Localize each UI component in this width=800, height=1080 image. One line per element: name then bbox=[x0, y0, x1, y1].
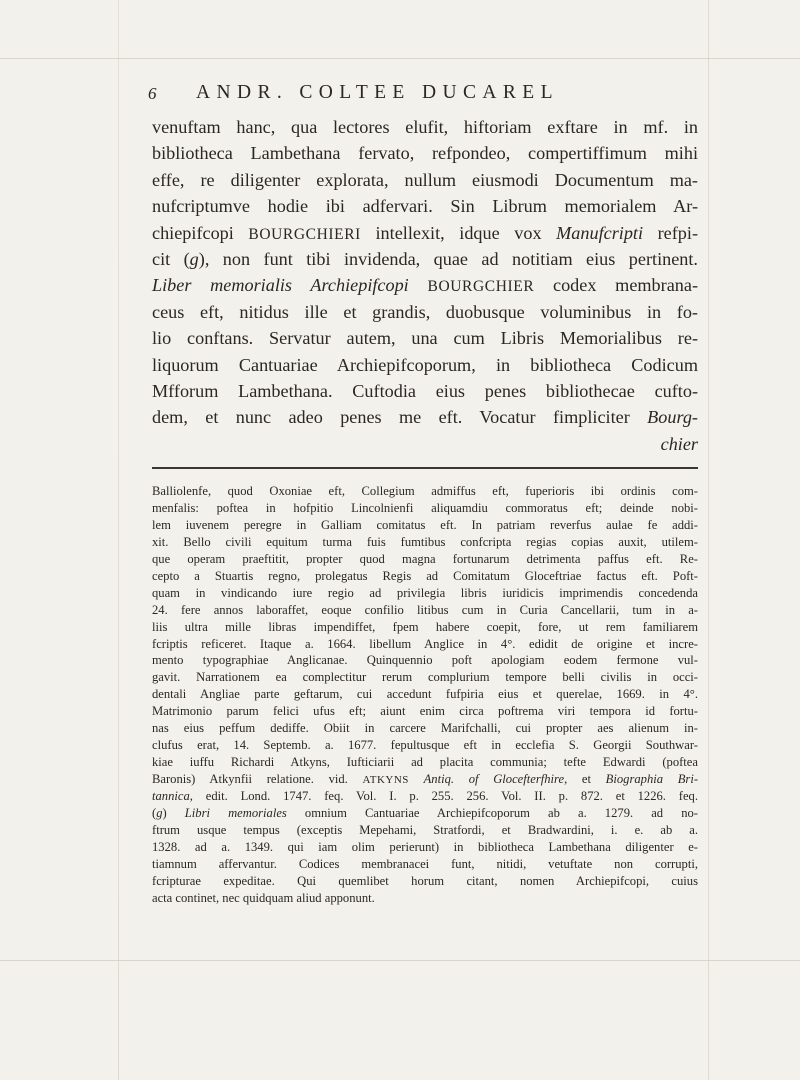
footnote-line bbox=[152, 568, 698, 585]
footnote-marker: g bbox=[156, 805, 163, 820]
text-run: omnium Cantuariae Archiepifcoporum ab a. 1279. ad no- bbox=[286, 805, 698, 820]
italic-title: Biographia Bri- bbox=[605, 772, 699, 787]
catchword-line bbox=[152, 431, 698, 457]
text-run: venuftam hanc, qua lectores elufit, hiftoriam exftare in mf. in bbox=[152, 117, 698, 137]
small-caps-name: ATKYNS bbox=[362, 774, 409, 787]
text-line bbox=[152, 404, 698, 430]
italic-word: Manufcripti bbox=[556, 222, 644, 243]
footnote-line bbox=[152, 619, 698, 636]
italic-phrase: Liber memorialis Archiepifcopi bbox=[152, 275, 409, 296]
text-run: fcriptis reficeret. Itaque a. 1664. libellum Anglice in 4°. edidit de origine et incre- bbox=[152, 636, 698, 651]
text-run: tiamnum affervantur. Codices membranacei funt, nitidi, vetuftate non corrupti, bbox=[152, 856, 698, 871]
text-run: liquorum Cantuariae Archiepifcoporum, in bibliotheca Codicum bbox=[152, 354, 698, 375]
text-run: lio conftans. Servatur autem, una cum Libris Memorialibus re- bbox=[152, 328, 698, 349]
text-line bbox=[152, 352, 698, 378]
text-line bbox=[152, 220, 698, 246]
scan-edge-top bbox=[0, 58, 800, 59]
italic-phrase: Libri memoriales bbox=[184, 805, 287, 820]
text-run: , edit. Lond. 1747. feq. Vol. I. p. 255. 256. Vol. II. p. 872. et 1226. feq. bbox=[189, 788, 698, 803]
running-title: ANDR. COLTEE DUCAREL bbox=[196, 82, 559, 103]
text-run: acta continet, nec quidquam aliud apponunt. bbox=[152, 890, 375, 905]
text-run: ceus eft, nitidus ille et grandis, duobusque voluminibus in fo- bbox=[152, 301, 698, 322]
footnote-rule bbox=[152, 467, 698, 469]
text-run: refpi- bbox=[643, 222, 699, 243]
small-caps-name: BOURGCHIER bbox=[427, 278, 535, 296]
scan-edge-right bbox=[708, 0, 709, 1080]
footnote-line bbox=[152, 483, 698, 500]
text-run: cepto a Stuartis regno, prolegatus Regis ad Comitatum Gloceftriae factus eft. Poft- bbox=[152, 568, 698, 583]
italic-word: Bourg- bbox=[647, 407, 698, 428]
footnote-line bbox=[152, 636, 698, 653]
footnote-line bbox=[152, 602, 698, 619]
text-run: xit. Bello civili equitum turma fuis fumtibus confcripta regias copias auxit, utilem- bbox=[152, 534, 698, 549]
small-caps-name: BOURGCHIERI bbox=[248, 225, 361, 243]
footnote-line bbox=[152, 585, 698, 602]
text-run: 1328. ad a. 1349. qui iam olim perierunt) in bibliotheca Lambethana diligenter e- bbox=[152, 839, 698, 854]
text-run: 24. fere annos laboraffet, eoque confilio litibus cum in Curia Cancellarii, tum in a- bbox=[152, 602, 698, 617]
running-head bbox=[148, 82, 698, 108]
italic-title: tannica bbox=[152, 788, 190, 803]
text-run: gavit. Narrationem ea complectitur rerum complurium tempore belli civilis in occi- bbox=[152, 670, 698, 685]
footnote-line bbox=[152, 720, 698, 737]
text-run: quam in vindicando iure regio ad privilegia libris iuridicis imprimendis concedenda bbox=[152, 585, 698, 600]
text-run bbox=[409, 275, 428, 295]
text-run: lem iuvenem peregre in Galliam comitatus eft. In patriam reverfus aulae fe addi- bbox=[152, 517, 698, 532]
text-line bbox=[152, 272, 698, 298]
text-run: Baronis) Atkynfii relatione. vid. bbox=[152, 772, 363, 787]
text-run: chiepifcopi bbox=[152, 222, 249, 243]
footnote-line bbox=[152, 805, 698, 822]
page-number: 6 bbox=[148, 84, 157, 103]
text-run: nas eius peffum dediffe. Obiit in carcere Marifchalli, cui propter aes alienum in- bbox=[152, 721, 698, 736]
footnote-line bbox=[152, 856, 698, 873]
text-run: intellexit, idque vox bbox=[360, 222, 557, 243]
footnote-line bbox=[152, 551, 698, 568]
footnotes bbox=[152, 483, 698, 906]
footnote-marker: g bbox=[189, 248, 199, 269]
scan-edge-bottom bbox=[0, 960, 800, 961]
footnote-line bbox=[152, 771, 698, 788]
footnote-line bbox=[152, 517, 698, 534]
text-run: ( bbox=[152, 805, 157, 820]
footnote-line bbox=[152, 839, 698, 856]
footnote-line bbox=[152, 703, 698, 720]
text-run: clufus erat, 14. Septemb. a. 1677. fepultusque eft in ecclefia S. Georgii Southwar- bbox=[152, 738, 698, 753]
scan-edge-left bbox=[118, 0, 119, 1080]
footnote-line bbox=[152, 500, 698, 517]
text-run: kiae iuffu Richardi Atkyns, Iufticiarii ad placita communia; tefte Edwardi (poftea bbox=[152, 755, 698, 770]
text-run: ) bbox=[162, 805, 185, 820]
text-run: ftrum usque tempus (exceptis Mepehami, Stratfordi, et Bradwardini, i. e. ab a. bbox=[152, 822, 698, 837]
text-run: dem, et nunc adeo penes me eft. Vocatur fimpliciter bbox=[152, 407, 648, 428]
italic-title: Antiq. of Glocefterfhire bbox=[423, 772, 565, 787]
footnote-line bbox=[152, 669, 698, 686]
text-line bbox=[152, 299, 698, 325]
text-line bbox=[152, 140, 698, 166]
text-run: mento typographiae Anglicanae. Quinquennio poft apologiam eodem fermone vul- bbox=[152, 653, 698, 668]
text-run: menfalis: poftea in hofpitio Lincolnienfi aliquamdiu commoratus eft; deinde nobi- bbox=[152, 501, 698, 516]
text-run: cit ( bbox=[152, 248, 190, 269]
text-run: fcripturae expeditae. Qui quemlibet horum citant, nomen Archiepifcopi, cuius bbox=[152, 873, 698, 888]
text-run: liis ultra mille libras impendiffet, fpem habere coepit, fore, ut rem familiarem bbox=[152, 619, 698, 634]
text-run: Mfforum Lambethana. Cuftodia eius penes bibliothecae cufto- bbox=[152, 380, 698, 401]
text-line bbox=[152, 246, 698, 272]
text-run: que operam praeftitit, propter quod magna fortunarum detrimenta paffus eft. Re- bbox=[152, 551, 698, 566]
text-run: dentali Angliae parte geftarum, cui accedunt fufpiria eius et querelae, 1669. in 4°. bbox=[152, 687, 698, 702]
text-run: Balliolenfe, quod Oxoniae eft, Collegium admiffus eft, fuperioris ibi ordinis com- bbox=[152, 484, 698, 499]
catchword: chier bbox=[660, 433, 698, 454]
footnote-line bbox=[152, 890, 698, 907]
text-run: nufcriptumve hodie ibi adfervari. Sin Librum memorialem Ar- bbox=[152, 196, 698, 217]
text-line bbox=[152, 114, 698, 140]
footnote-line bbox=[152, 788, 698, 805]
text-run bbox=[409, 772, 424, 786]
text-line bbox=[152, 193, 698, 219]
text-run: codex membrana- bbox=[534, 275, 698, 296]
footnote-line bbox=[152, 686, 698, 703]
footnote-line bbox=[152, 822, 698, 839]
footnote-line bbox=[152, 737, 698, 754]
footnote-line bbox=[152, 754, 698, 771]
footnote-line bbox=[152, 534, 698, 551]
text-run: Matrimonio parum felici ufus eft; aiunt enim circa poftrema viri tempora id fortu- bbox=[152, 704, 698, 719]
text-run: effe, re diligenter explorata, nullum eiusmodi Documentum ma- bbox=[152, 169, 698, 190]
book-page bbox=[148, 82, 699, 907]
footnote-line bbox=[152, 652, 698, 669]
text-run: , et bbox=[564, 772, 606, 787]
text-line bbox=[152, 325, 698, 351]
text-line bbox=[152, 378, 698, 404]
footnote-line bbox=[152, 873, 698, 890]
text-line bbox=[152, 167, 698, 193]
text-run: bibliotheca Lambethana fervato, refpondeo, compertiffimum mihi bbox=[152, 143, 698, 164]
main-text bbox=[152, 114, 698, 457]
text-run: ), non funt tibi invidenda, quae ad notitiam eius pertinent. bbox=[198, 248, 698, 269]
